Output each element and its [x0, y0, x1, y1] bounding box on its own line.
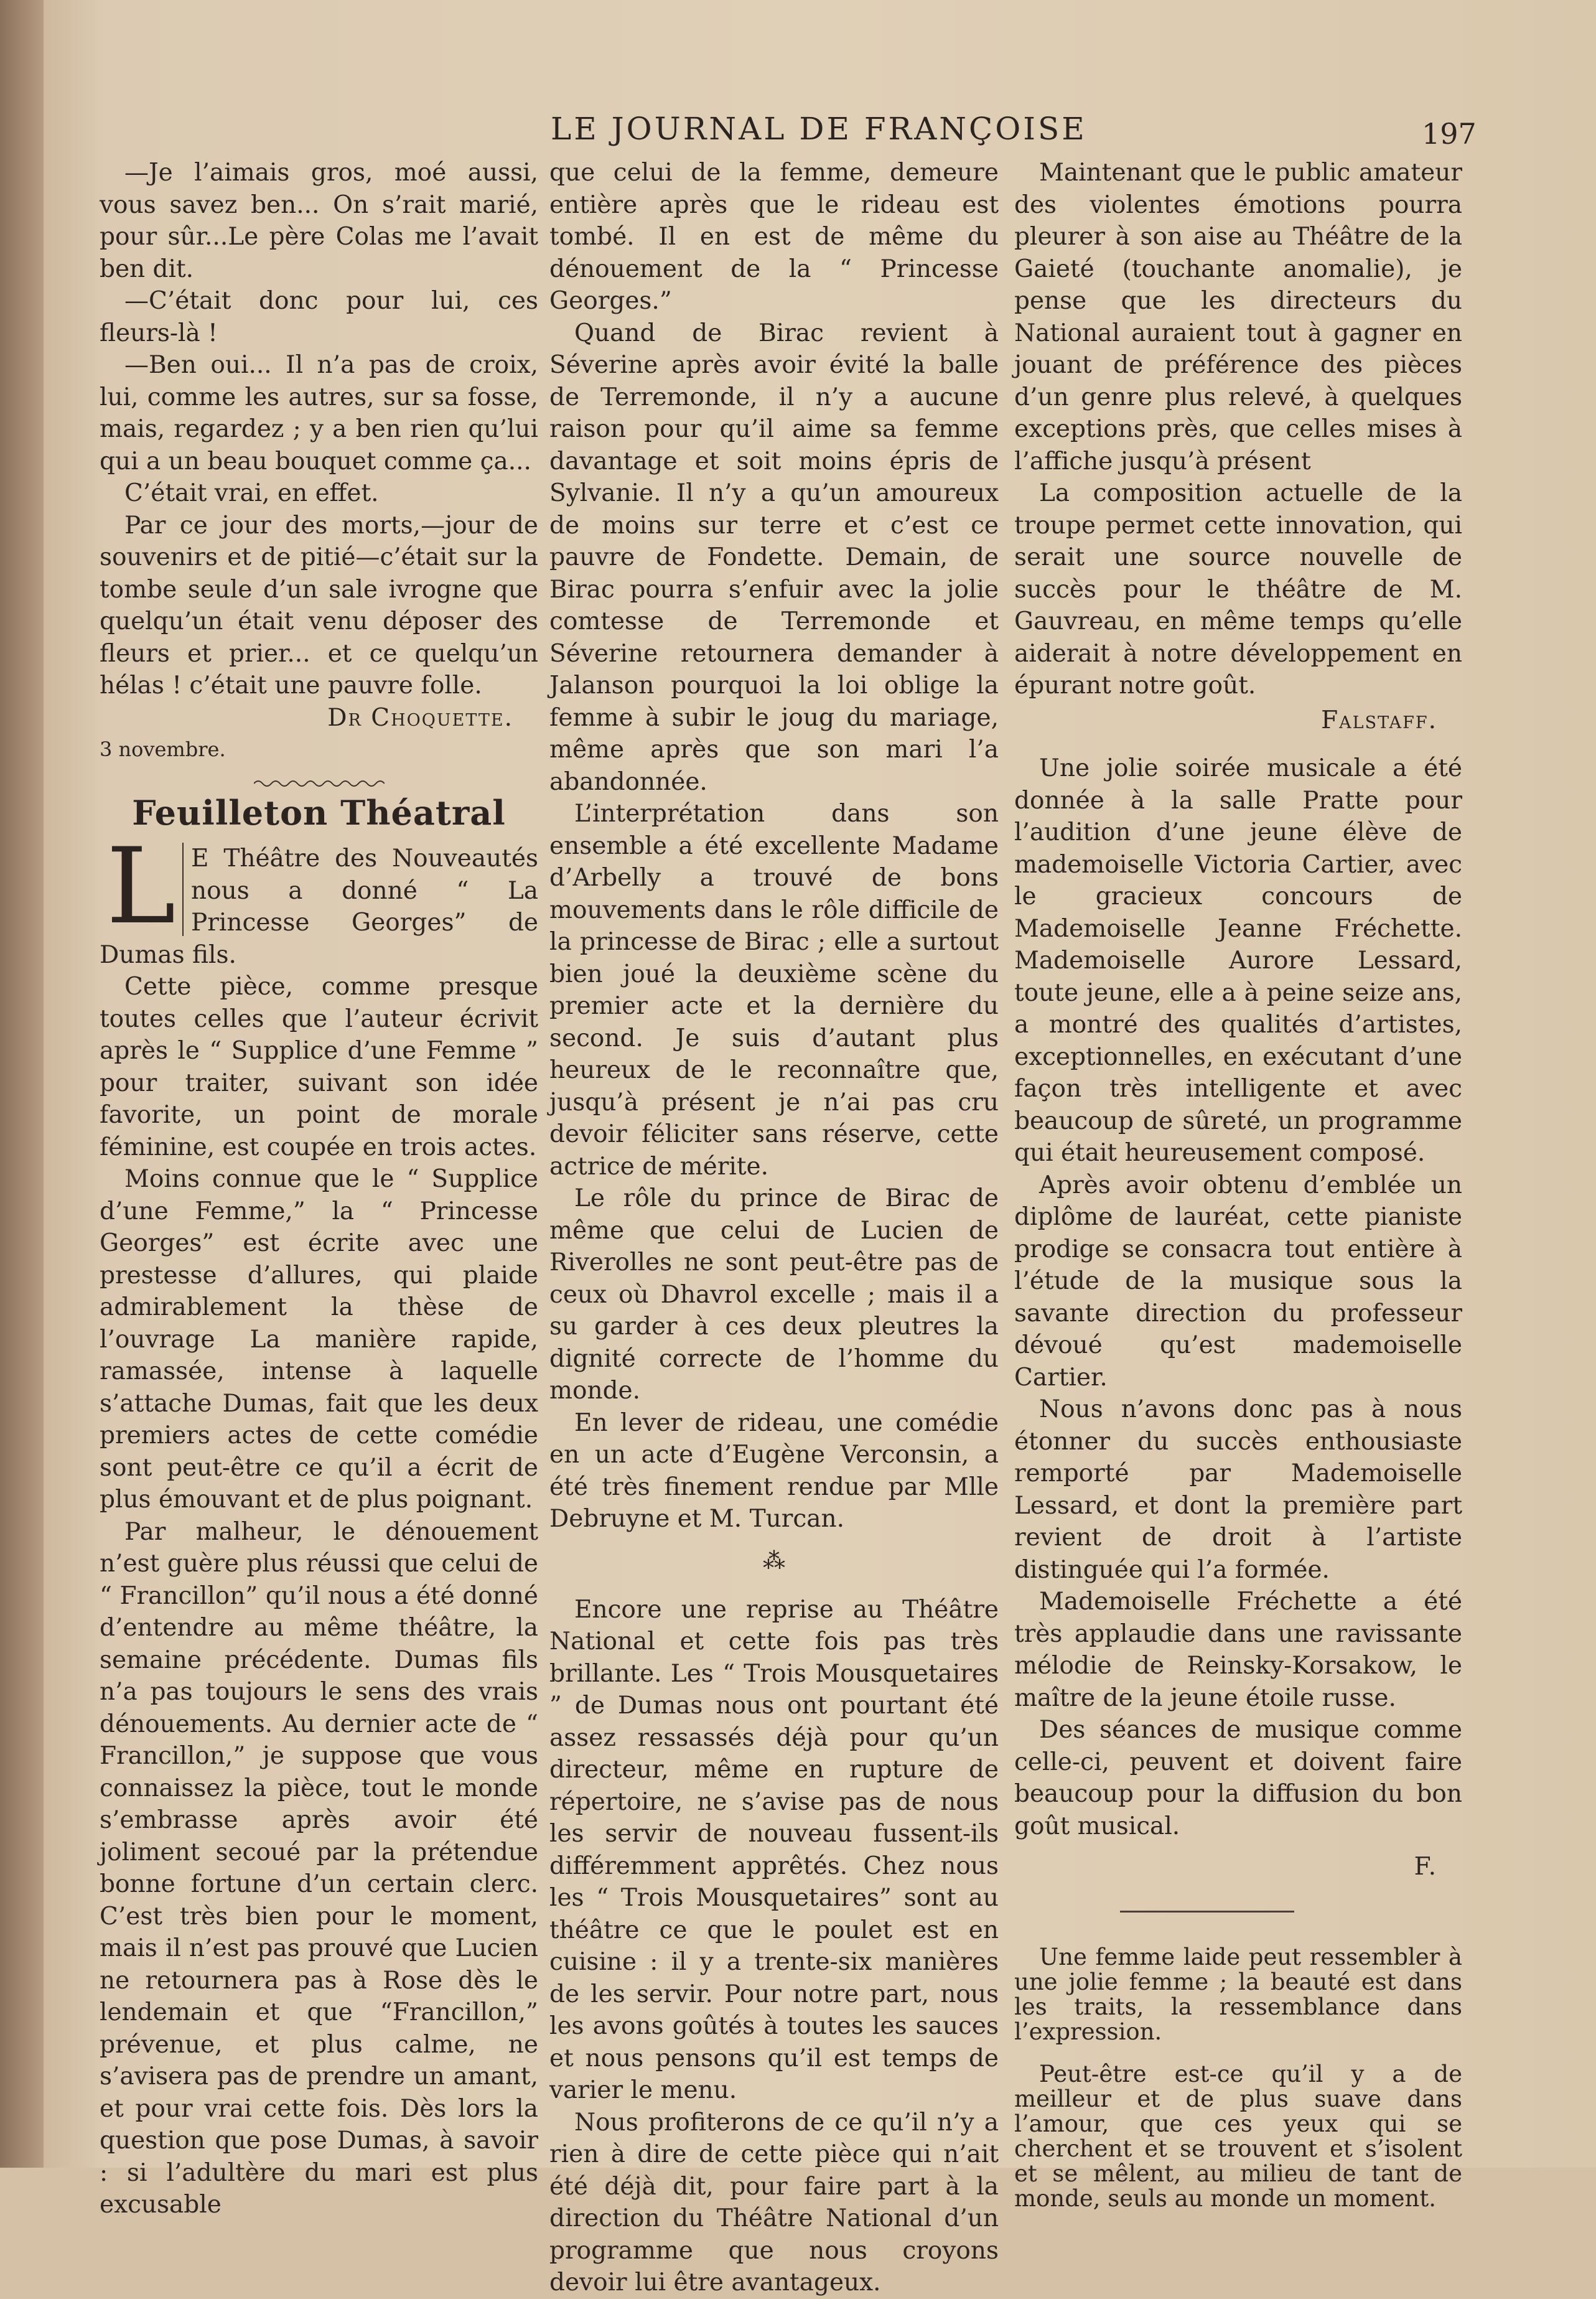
- section-title: Feuilleton Théatral: [132, 792, 506, 833]
- book-spine: [0, 0, 44, 2168]
- signature: Falstaff.: [1321, 706, 1437, 734]
- paragraph: Par malheur, le dénouement n’est guère plus réussi que celui de “ Francillon” qu’il nous a été donné d’entendre au même théâtre, la semaine précédente. Dumas fils n’a pas toujours le sens des vrais dénouements. Au dernier acte de “ Francillon,” je suppose que vous connaissez la pièce, tout le monde s’embrasse après avoir été joliment secoué par la prétendue bonne fortune d’un certain clerc. C’est très bien pour le moment, mais il n’est pas prouvé que Lucien ne retournera pas à Rose dès le lendemain et que “Francillon,” prévenue, et plus calme, ne s’avisera pas de prendre un amant, et pour vrai cette fois. Dès lors la question que pose Dumas, à savoir : si l’adultère du mari est plus excusable: [100, 1517, 538, 2219]
- maxim: Une femme laide peut ressembler à une jolie femme ; la beauté est dans les traits, la ressemblance dans l’expression.: [1014, 1943, 1462, 2045]
- paragraph: —Je l’aimais gros, moé aussi, vous savez ben... On s’rait marié, pour sûr...Le père Colas me l’avait ben dit.: [100, 159, 538, 283]
- paragraph: C’était vrai, en effet.: [124, 479, 379, 507]
- opening-text: E Théâtre des Nouveautés nous a donné “ La Princesse Georges” de Dumas fils.: [100, 845, 538, 969]
- paragraph: Maintenant que le public amateur des violentes émotions pourra pleurer à son aise au Théâtre de la Gaieté (touchante anomalie), je pense que les directeurs du National auraient tout à gagner en jouant de préférence des pièces d’un genre plus relevé, à quelques exceptions près, que celles mises à l’affiche jusqu’à présent: [1014, 159, 1462, 475]
- paragraph: —Ben oui... Il n’a pas de croix, lui, comme les autres, sur sa fosse, mais, regardez ; y a ben rien qu’lui qui a un beau bouquet comme ça...: [100, 351, 538, 475]
- paragraph: que celui de la femme, demeure entière après que le rideau est tombé. Il en est de même du dénouement de la “ Princesse Georges.”: [549, 159, 999, 315]
- paragraph: En lever de rideau, une comédie en un acte d’Eugène Verconsin, a été très finement rendue par Mlle Debruyne et M. Turcan.: [549, 1408, 999, 1533]
- paragraph: Le rôle du prince de Birac de même que celui de Lucien de Riverolles ne sont peut-être pas de ceux où Dhavrol excelle ; mais il a su garder à ces deux pleutres la dignité correcte de l’homme du monde.: [549, 1184, 999, 1405]
- paragraph: Une jolie soirée musicale a été donnée à la salle Pratte pour l’audition d’une jeune élève de mademoiselle Victoria Cartier, avec le gracieux concours de Mademoiselle Jeanne Fréchette. Mademoiselle Aurore Lessard, toute jeune, elle a à peine seize ans, a montré des qualités d’artistes, exceptionnelles, en exécutant d’une façon très intelligente et avec beaucoup de sûreté, un programme qui était heureusement composé.: [1014, 754, 1462, 1167]
- signature: F.: [1414, 1853, 1437, 1881]
- running-title: LE JOURNAL DE FRANÇOISE: [551, 111, 1087, 147]
- middle-column: [549, 157, 999, 2299]
- left-column: [100, 157, 538, 2221]
- paragraph: Quand de Birac revient à Séverine après avoir évité la balle de Terremonde, il n’y a aucune raison pour qu’il aime sa femme davantage et soit moins épris de Sylvanie. Il n’y a qu’un amoureux de moins sur terre et c’est ce pauvre de Fondette. Demain, de Birac pourra s’enfuir avec la jolie comtesse de Terremonde et Séverine retournera demander à Jalanson pourquoi la loi oblige la femme à subir le joug du mariage, même après que son mari l’a abandonnée.: [549, 319, 999, 796]
- paragraph: —C’était donc pour lui, ces fleurs-là !: [100, 287, 538, 347]
- drop-cap: L: [100, 843, 184, 936]
- opening-paragraph: [100, 825, 538, 971]
- paragraph: Mademoiselle Fréchette a été très applaudie dans une ravissante mélodie de Reinsky-Korsakow, le maître de la jeune étoile russe.: [1014, 1588, 1462, 1712]
- paragraph: Nous n’avons donc pas à nous étonner du succès enthousiaste remporté par Mademoiselle Lessard, et dont la première part revient de droit à l’artiste distinguée qui l’a formée.: [1014, 1395, 1462, 1584]
- paragraph: Des séances de musique comme celle-ci, peuvent et doivent faire beaucoup pour la diffusion du bon goût musical.: [1014, 1716, 1462, 1840]
- paragraph: La composition actuelle de la troupe permet cette innovation, qui serait une source nouvelle de succès pour le théâtre de M. Gauvreau, en même temps qu’elle aiderait à notre développement en épurant notre goût.: [1014, 479, 1462, 700]
- paragraph: Par ce jour des morts,—jour de souvenirs et de pitié—c’était sur la tombe seule d’un sale ivrogne que quelqu’un était venu déposer des fleurs et prier... et ce quelqu’un hélas ! c’était une pauvre folle.: [100, 511, 538, 700]
- date: 3 novembre.: [100, 737, 226, 761]
- paragraph: Encore une reprise au Théâtre National et cette fois pas très brillante. Les “ Trois Mousquetaires ” de Dumas nous ont pourtant été assez ressassés déjà pour qu’un directeur, même en rupture de répertoire, ne s’avise pas de nous les servir de nouveau fussent-ils différemment apprêtés. Chez nous les “ Trois Mousquetaires” sont au théâtre ce que le poulet est en cuisine : il y a trente-six manières de les servir. Pour notre part, nous les avons goûtés à toutes les sauces et nous pensons qu’il est temps de varier le menu.: [549, 1595, 999, 2104]
- paragraph: Après avoir obtenu d’emblée un diplôme de lauréat, cette pianiste prodige se consacra tout entière à l’étude de la musique sous la savante direction du professeur dévoué qu’est mademoiselle Cartier.: [1014, 1171, 1462, 1392]
- wavy-ornament-icon: [254, 777, 385, 790]
- paragraph: L’interprétation dans son ensemble a été excellente Madame d’Arbelly a trouvé de bons mouvements dans le rôle difficile de la princesse de Birac ; elle a surtout bien joué la deuxième scène du premier acte et la dernière du second. Je suis d’autant plus heureux de le reconnaître que, jusqu’à présent je n’ai pas cru devoir féliciter sans réserve, cette actrice de mérite.: [549, 800, 999, 1181]
- right-column: [1014, 157, 1462, 2211]
- paragraph: Cette pièce, comme presque toutes celles que l’auteur écrivit après le “ Supplice d’une Femme ” pour traiter, suivant son idée favorite, un point de morale féminine, est coupée en trois actes.: [100, 973, 538, 1161]
- paragraph: Moins connue que le “ Supplice d’une Femme,” la “ Princesse Georges” est écrite avec une prestesse d’allures, qui plaide admirablement la thèse de l’ouvrage La manière rapide, ramassée, intense à laquelle s’attache Dumas, fait que les deux premiers actes de cette comédie sont peut-être ce qu’il a écrit de plus émouvant et de plus poignant.: [100, 1165, 538, 1514]
- maxim: Peut-être est-ce qu’il y a de meilleur et de plus suave dans l’amour, que ces yeux qui se cherchent et se trouvent et s’isolent et se mêlent, au milieu de tant de monde, seuls au monde un moment.: [1014, 2060, 1462, 2212]
- signature: Dr Choquette.: [327, 703, 513, 732]
- page-number: 197: [1422, 117, 1477, 151]
- divider-rule: [1120, 1911, 1294, 1913]
- asterism: ⁂: [763, 1548, 785, 1574]
- paragraph: Nous profiterons de ce qu’il n’y a rien à dire de cette pièce qui n’ait été déjà dit, pour faire part à la direction du Théâtre National d’un programme que nous croyons devoir lui être avantageux.: [549, 2108, 999, 2297]
- page-header: [0, 111, 1596, 154]
